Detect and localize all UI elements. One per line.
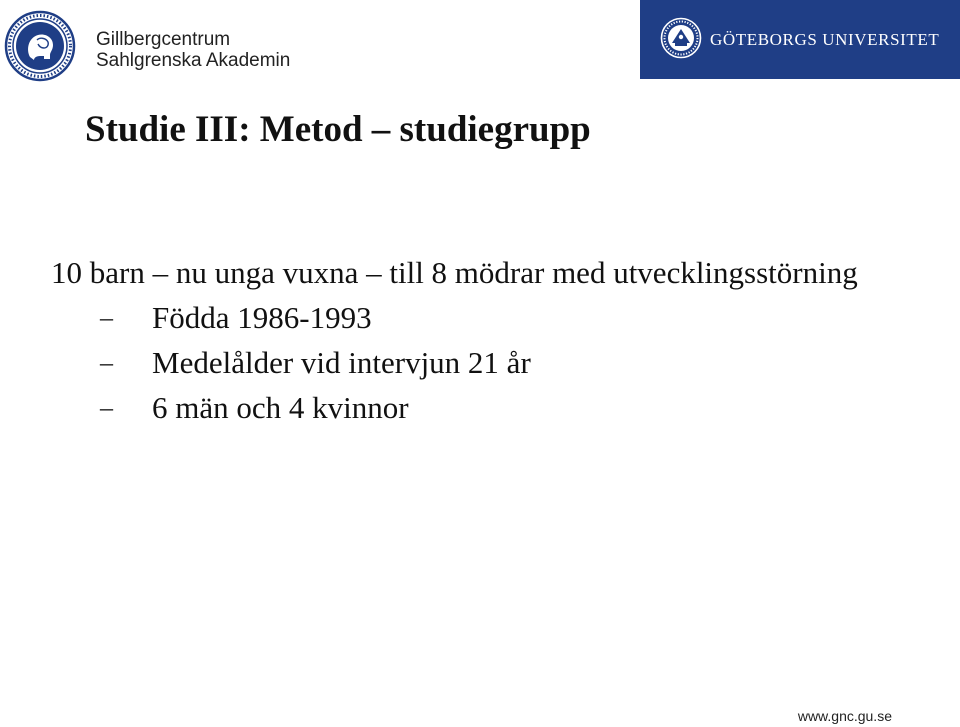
list-item xyxy=(51,295,911,340)
university-seal-icon xyxy=(660,17,702,59)
list-item-text: Medelålder vid intervjun 21 år xyxy=(152,345,531,380)
sub-bullet-list xyxy=(51,295,911,430)
main-point: 10 barn – nu unga vuxna – till 8 mödrar med utvecklingsstörning xyxy=(51,255,858,290)
footer-url: www.gnc.gu.se xyxy=(797,708,892,724)
slide-body xyxy=(51,250,911,430)
slide-title: Studie III: Metod – studiegrupp xyxy=(85,109,591,150)
gillberg-logo xyxy=(4,10,334,80)
dash-bullet: – xyxy=(100,348,113,377)
dash-bullet: – xyxy=(100,303,113,332)
university-banner xyxy=(640,0,960,79)
dash-bullet: – xyxy=(100,393,113,422)
list-item xyxy=(51,385,911,430)
brand-academy: Sahlgrenska Akademin xyxy=(96,50,291,71)
list-item xyxy=(51,340,911,385)
brand-text xyxy=(96,29,290,71)
gillberg-seal-icon xyxy=(4,10,76,82)
list-item-text: 6 män och 4 kvinnor xyxy=(152,390,409,425)
university-name: GÖTEBORGS UNIVERSITET xyxy=(710,30,940,49)
list-item-text: Födda 1986-1993 xyxy=(152,300,372,335)
brand-name: Gillbergcentrum xyxy=(96,29,231,50)
